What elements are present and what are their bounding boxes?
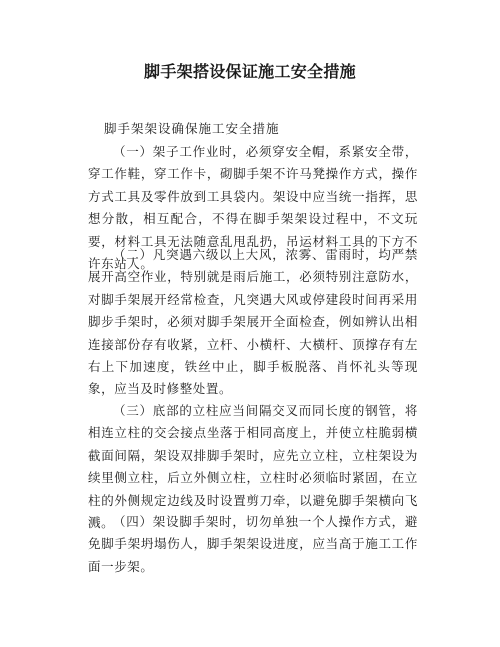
page-title: 脚手架搭设保证施工安全措施: [144, 62, 356, 81]
paragraph-3: （三）底部的立柱应当间隔交叉而同长度的钢管，将相连立柱的交会接点坐落于相同高度上，并使立柱脆弱横截面间隔，架设双排脚手架时，应先立立柱，立柱架设为续里侧立柱，后立外侧立柱，立柱时必须临时紧固，在立柱的外侧规定边线及时设置剪刀牵，以避免脚手架横向飞溅。: [88, 403, 418, 531]
paragraph-1: （一）架子工作业时，必须穿安全帽，系紧安全带，穿工作鞋，穿工作卡，砌脚手架不许马凳操作方式，操作方式工具及零件放到工具袋内。架设中应当统一指挥，思想分散，相互配合，不得在脚手架架设过程中，不文玩要，材料工具无法随意乱甩乱扔，吊运材料工具的下方不许东站人。: [88, 144, 418, 272]
paragraph-2: （二）凡突遇六级以上大风，浓雾、雷雨时，均严禁展开高空作业，特别就是雨后施工，必须特别注意防水，对脚手架展开经常检查，凡突遇大风或停建段时间再采用脚步手架时，必须对脚手架展开全面检查，例如辨认出相连接部份存有收紧，立杆、小横杆、大横杆、顶撑存有左右上下加速度，铁丝中止，脚手板脱落、肖怀礼头等现象，应当及时修整处置。: [88, 247, 418, 397]
paragraph-4: （四）架设脚手架时，切勿单独一个人操作方式，避免脚手架坍塌伤人，脚手架架设进度，应当高于施工工作面一步架。: [88, 514, 418, 574]
section-subheading: 脚手架架设确保施工安全措施: [104, 121, 280, 136]
